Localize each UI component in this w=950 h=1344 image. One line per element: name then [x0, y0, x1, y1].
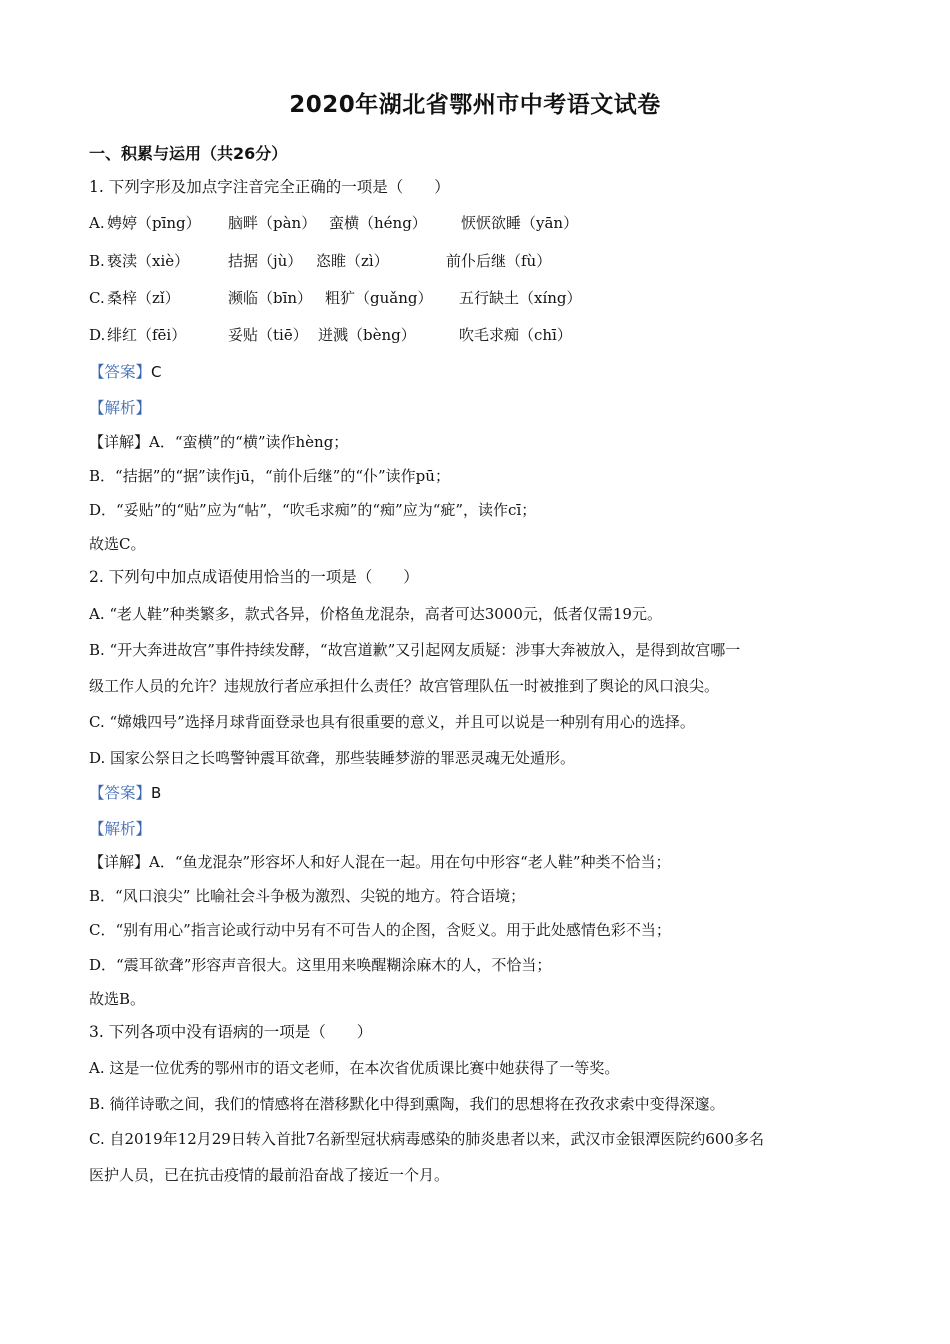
q2-answer [89, 782, 161, 804]
q3-option-c-line-2: 医护人员，已在抗击疫情的最前沿奋战了接近一个月。 [89, 1166, 450, 1184]
q1-a-item-2: 脑畔（pàn） [228, 214, 317, 232]
q1-d-item-1: 绯红（fēi） [107, 326, 187, 344]
q1-detail-2: B．“拮据”的“据”读作jū，“前仆后继”的“仆”读作pū； [89, 467, 450, 485]
q2-option-a: A. “老人鞋”种类繁多，款式各异，价格鱼龙混杂，高者可达3000元，低者仅需19元。 [89, 605, 662, 623]
q1-detail-3: D．“妥贴”的“贴”应为“帖”，“吹毛求痴”的“痴”应为“疵”，读作cī； [89, 501, 537, 519]
q3-option-c-line-1: C. 自2019年12月29日转入首批7名新型冠状病毒感染的肺炎患者以来，武汉市金银潭医院约600多名 [89, 1130, 765, 1148]
q2-detail-1: 【详解】A．“鱼龙混杂”形容坏人和好人混在一起。用在句中形容“老人鞋”种类不恰当； [89, 853, 671, 871]
answer-value: B [151, 784, 162, 802]
q2-detail-3: C．“别有用心”指言论或行动中另有不可告人的企图，含贬义。用于此处感情色彩不当； [89, 921, 671, 939]
q1-answer [89, 361, 162, 383]
q1-option-c: C. 桑梓（zǐ） 濒临（bīn） 粗犷（guǎng） 五行缺土（xíng） [89, 289, 582, 307]
q1-b-item-4: 前仆后继（fù） [446, 252, 552, 270]
q1-b-item-3: 恣睢（zì） [316, 252, 389, 270]
q2-detail-2: B．“风口浪尖” 比喻社会斗争极为激烈、尖锐的地方。符合语境； [89, 887, 526, 905]
question-2-stem: 2. 下列句中加点成语使用恰当的一项是（ ） [89, 568, 419, 586]
section-heading: 一、积累与运用（共26分） [89, 144, 288, 163]
q1-detail-4: 故选C。 [89, 535, 146, 553]
q1-d-item-4: 吹毛求痴（chī） [459, 326, 572, 344]
q3-option-a: A. 这是一位优秀的鄂州市的语文老师，在本次省优质课比赛中她获得了一等奖。 [89, 1059, 620, 1077]
answer-value: C [151, 363, 162, 381]
q1-option-a: A. 娉婷（pīng） 脑畔（pàn） 蛮横（héng） 恹恹欲睡（yān） [89, 214, 579, 232]
q2-analysis-label: 【解析】 [89, 820, 152, 838]
question-3-stem: 3. 下列各项中没有语病的一项是（ ） [89, 1023, 373, 1041]
q2-option-b-line-1: B. “开大奔进故宫”事件持续发酵，“故宫道歉”又引起网友质疑：涉事大奔被放入，是得到故宫哪一 [89, 641, 741, 659]
page-title: 2020年湖北省鄂州市中考语文试卷 [289, 92, 661, 118]
answer-label: 【答案】 [89, 784, 152, 802]
q3-option-b: B. 徜徉诗歌之间，我们的情感将在潜移默化中得到熏陶，我们的思想将在孜孜求索中变得深邃。 [89, 1095, 725, 1113]
q1-a-item-4: 恹恹欲睡（yān） [461, 214, 579, 232]
question-1-stem: 1. 下列字形及加点字注音完全正确的一项是（ ） [89, 178, 450, 196]
q2-detail-5: 故选B。 [89, 990, 146, 1008]
q1-d-item-2: 妥贴（tiē） [228, 326, 308, 344]
q1-a-item-3: 蛮横（héng） [329, 214, 427, 232]
q1-analysis-label: 【解析】 [89, 399, 152, 417]
q1-a-item-1: 娉婷（pīng） [107, 214, 201, 232]
q1-option-b: B. 亵渎（xiè） 拮据（jù） 恣睢（zì） 前仆后继（fù） [89, 252, 552, 270]
q1-option-d: D. 绯红（fēi） 妥贴（tiē） 迸溅（bèng） 吹毛求痴（chī） [89, 326, 572, 344]
q1-c-item-2: 濒临（bīn） [228, 289, 313, 307]
q1-c-item-3: 粗犷（guǎng） [325, 289, 433, 307]
q1-b-item-1: 亵渎（xiè） [107, 252, 190, 270]
answer-label: 【答案】 [89, 363, 152, 381]
q2-detail-4: D．“震耳欲聋”形容声音很大。这里用来唤醒糊涂麻木的人，不恰当； [89, 956, 552, 974]
q1-d-item-3: 迸溅（bèng） [318, 326, 416, 344]
q2-option-d: D. 国家公祭日之长鸣警钟震耳欲聋，那些装睡梦游的罪恶灵魂无处遁形。 [89, 749, 576, 767]
q1-c-item-4: 五行缺土（xíng） [459, 289, 582, 307]
q1-detail-1: 【详解】A．“蛮横”的“横”读作hèng； [89, 433, 349, 451]
q2-option-c: C. “嫦娥四号”选择月球背面登录也具有很重要的意义，并且可以说是一种别有用心的选择。 [89, 713, 695, 731]
q1-b-item-2: 拮据（jù） [228, 252, 303, 270]
q2-option-b-line-2: 级工作人员的允许？违规放行者应承担什么责任？故宫管理队伍一时被推到了舆论的风口浪尖。 [89, 677, 720, 695]
q1-c-item-1: 桑梓（zǐ） [107, 289, 180, 307]
